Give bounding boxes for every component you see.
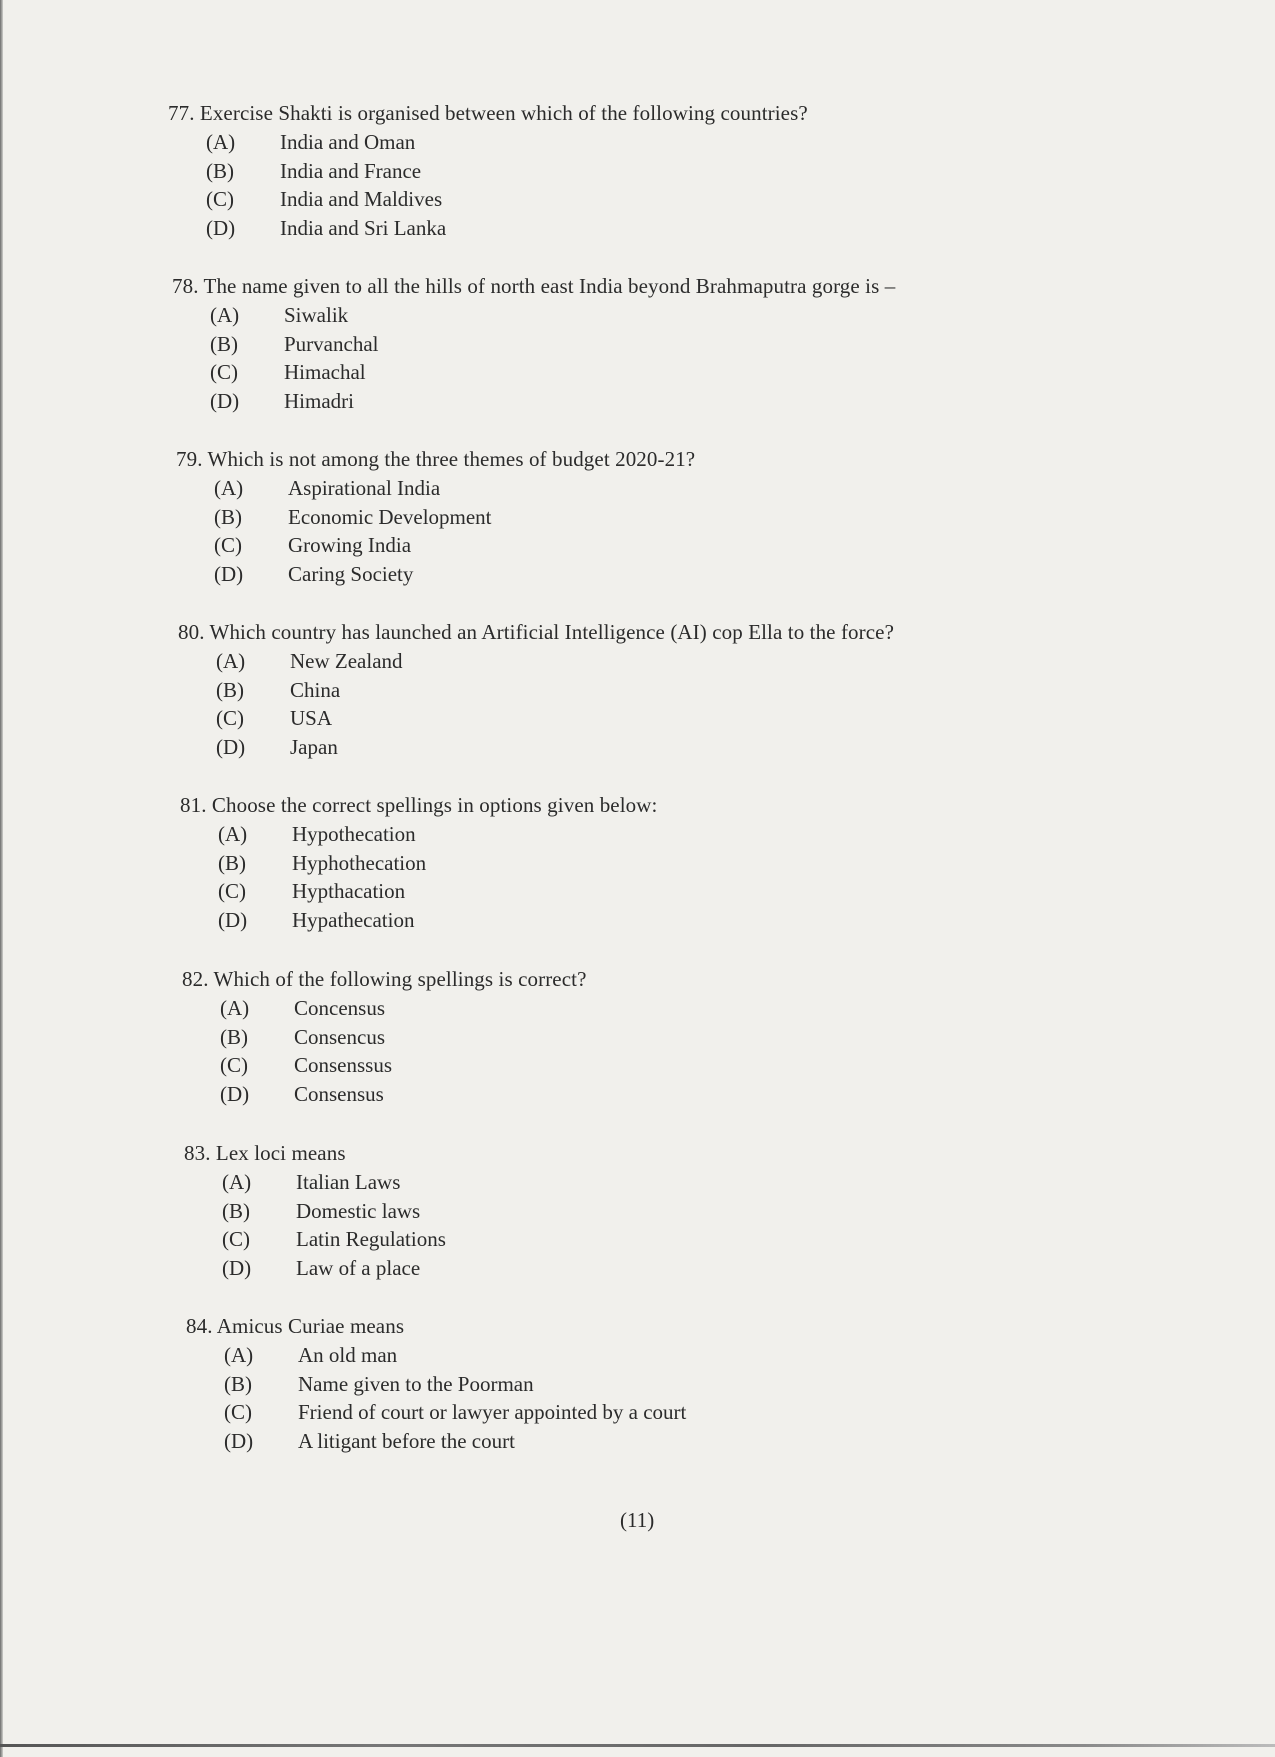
question-80 [178, 619, 894, 761]
option-d [214, 560, 695, 589]
option-c [216, 704, 894, 733]
option-letter: (B) [216, 677, 244, 702]
option-a [224, 1341, 686, 1370]
option-b [216, 676, 894, 705]
option-text: A litigant before the court [298, 1428, 515, 1453]
option-c [214, 531, 695, 560]
option-d [220, 1080, 587, 1109]
option-text: Concensus [294, 996, 385, 1020]
option-text: Purvanchal [284, 331, 379, 356]
option-letter: (C) [224, 1400, 252, 1424]
option-text: Consencus [294, 1024, 385, 1049]
option-text: Himadri [284, 388, 354, 413]
question-text: 84. Amicus Curiae means [186, 1314, 405, 1338]
question-text: 82. Which of the following spellings is correct? [182, 967, 587, 991]
option-text: India and Maldives [280, 187, 443, 211]
page-number: (11) [620, 1508, 655, 1532]
option-letter: (A) [216, 649, 246, 673]
option-text: Consenssus [294, 1053, 393, 1077]
option-d [224, 1427, 686, 1456]
option-letter: (B) [224, 1371, 252, 1396]
option-text: Aspirational India [288, 476, 441, 500]
option-text: Friend of court or lawyer appointed by a court [298, 1400, 687, 1424]
option-text: Law of a place [296, 1255, 421, 1280]
question-82 [182, 966, 587, 1108]
option-letter: (C) [206, 187, 234, 211]
option-text: Domestic laws [296, 1198, 421, 1223]
question-79 [176, 446, 695, 588]
option-a [216, 647, 894, 676]
option-list [210, 301, 895, 415]
option-b [210, 330, 895, 359]
option-text: Hypthacation [292, 879, 406, 903]
option-d [218, 906, 657, 935]
option-letter: (C) [222, 1227, 250, 1251]
option-letter: (C) [216, 706, 244, 730]
option-a [206, 128, 808, 157]
option-letter: (B) [218, 850, 246, 875]
option-b [222, 1197, 446, 1226]
question-text: 79. Which is not among the three themes of budget 2020-21? [176, 447, 696, 471]
option-list [218, 820, 657, 934]
option-letter: (A) [218, 822, 248, 846]
option-a [220, 994, 587, 1023]
option-b [214, 503, 695, 532]
option-c [220, 1051, 587, 1080]
option-d [216, 733, 894, 762]
question-text: 81. Choose the correct spellings in options given below: [180, 793, 658, 817]
option-text: India and France [280, 158, 422, 183]
option-letter: (B) [214, 504, 242, 529]
option-text: Siwalik [284, 303, 349, 327]
option-letter: (D) [218, 907, 248, 932]
option-letter: (D) [220, 1081, 250, 1106]
option-c [218, 877, 657, 906]
option-letter: (A) [210, 303, 240, 327]
option-letter: (B) [210, 331, 238, 356]
option-text: Latin Regulations [296, 1227, 446, 1251]
question-77 [168, 100, 808, 242]
option-text: An old man [298, 1343, 398, 1367]
option-c [222, 1225, 446, 1254]
option-text: Himachal [284, 360, 366, 384]
option-text: India and Oman [280, 130, 416, 154]
question-text: 83. Lex loci means [184, 1141, 346, 1165]
option-letter: (B) [206, 158, 234, 183]
option-letter: (A) [224, 1343, 254, 1367]
question-text: 78. The name given to all the hills of north east India beyond Brahmaputra gorge is – [172, 274, 896, 298]
question-78 [172, 273, 895, 415]
option-b [224, 1370, 686, 1399]
option-c [210, 358, 895, 387]
option-text: New Zealand [290, 649, 403, 673]
question-81 [180, 792, 657, 934]
option-letter: (A) [220, 996, 250, 1020]
option-text: Japan [290, 734, 338, 759]
option-letter: (C) [210, 360, 238, 384]
option-letter: (B) [220, 1024, 248, 1049]
option-a [218, 820, 657, 849]
option-letter: (C) [220, 1053, 248, 1077]
option-list [206, 128, 808, 242]
question-text: 77. Exercise Shakti is organised between which of the following countries? [168, 101, 808, 125]
option-text: Italian Laws [296, 1170, 401, 1194]
option-text: Caring Society [288, 561, 414, 586]
option-text: Consensus [294, 1081, 384, 1106]
option-text: China [290, 677, 341, 702]
option-text: Hypathecation [292, 907, 415, 932]
option-b [220, 1023, 587, 1052]
option-list [214, 474, 695, 588]
option-a [210, 301, 895, 330]
option-b [218, 849, 657, 878]
option-letter: (D) [206, 215, 236, 240]
option-letter: (A) [206, 130, 236, 154]
option-text: Hypothecation [292, 822, 416, 846]
option-list [220, 994, 587, 1108]
option-text: Hyphothecation [292, 850, 427, 875]
option-text: Economic Development [288, 504, 492, 529]
option-list [222, 1168, 446, 1282]
option-d [222, 1254, 446, 1283]
bottom-rule [0, 1744, 1275, 1747]
option-list [216, 647, 894, 761]
scan-left-edge [0, 0, 3, 1757]
option-letter: (D) [214, 561, 244, 586]
option-a [214, 474, 695, 503]
option-text: Name given to the Poorman [298, 1371, 534, 1396]
option-b [206, 157, 808, 186]
option-letter: (D) [222, 1255, 252, 1280]
option-d [206, 214, 808, 243]
option-d [210, 387, 895, 416]
option-c [224, 1398, 686, 1427]
option-c [206, 185, 808, 214]
option-letter: (C) [218, 879, 246, 903]
option-text: Growing India [288, 533, 412, 557]
option-letter: (C) [214, 533, 242, 557]
option-list [224, 1341, 686, 1455]
option-letter: (D) [216, 734, 246, 759]
option-letter: (D) [210, 388, 240, 413]
option-a [222, 1168, 446, 1197]
question-text: 80. Which country has launched an Artificial Intelligence (AI) cop Ella to the force? [178, 620, 894, 644]
question-83 [184, 1140, 446, 1282]
option-letter: (A) [214, 476, 244, 500]
question-84 [186, 1313, 686, 1455]
option-text: India and Sri Lanka [280, 215, 447, 240]
option-letter: (D) [224, 1428, 254, 1453]
option-text: USA [290, 706, 333, 730]
option-letter: (A) [222, 1170, 252, 1194]
option-letter: (B) [222, 1198, 250, 1223]
